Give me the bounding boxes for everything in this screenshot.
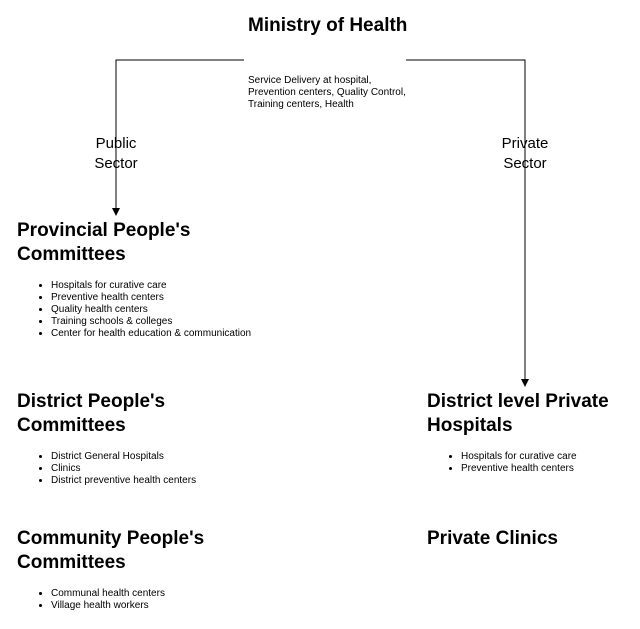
community-committees-title: Community People's Committees: [17, 528, 205, 573]
public-sector-label: Public Sector: [94, 135, 138, 172]
list-item: • Hospitals for curative care: [51, 280, 261, 292]
arrow-to-private: [406, 60, 525, 383]
private-clinics-title: Private Clinics: [427, 528, 558, 549]
ministry-description: Service Delivery at hospital, Prevention centers, Quality Control, Training centers, Health: [248, 75, 406, 110]
private-hospitals-title: District level Private Hospitals: [427, 391, 609, 436]
list-item: • District General Hospitals: [51, 451, 271, 463]
ministry-title: Ministry of Health: [248, 15, 408, 36]
community-committees-list: [17, 588, 271, 612]
district-committees-title: District People's Committees: [17, 391, 166, 436]
list-item: • Hospitals for curative care: [461, 451, 640, 463]
list-item: • Preventive health centers: [461, 463, 640, 475]
list-item: • Center for health education & communication: [51, 328, 261, 340]
list-item: • Quality health centers: [51, 304, 261, 316]
list-item: • Communal health centers: [51, 588, 271, 600]
provincial-committees-list: [17, 280, 261, 340]
district-committees-list: [17, 451, 271, 487]
list-item: • Preventive health centers: [51, 292, 261, 304]
provincial-committees-title: Provincial People's Committees: [17, 220, 191, 265]
list-item: • Training schools & colleges: [51, 316, 261, 328]
list-item: • District preventive health centers: [51, 475, 271, 487]
list-item: • Clinics: [51, 463, 271, 475]
private-hospitals-list: [427, 451, 640, 475]
private-sector-label: Private Sector: [501, 135, 549, 172]
list-item: • Village health workers: [51, 600, 271, 612]
